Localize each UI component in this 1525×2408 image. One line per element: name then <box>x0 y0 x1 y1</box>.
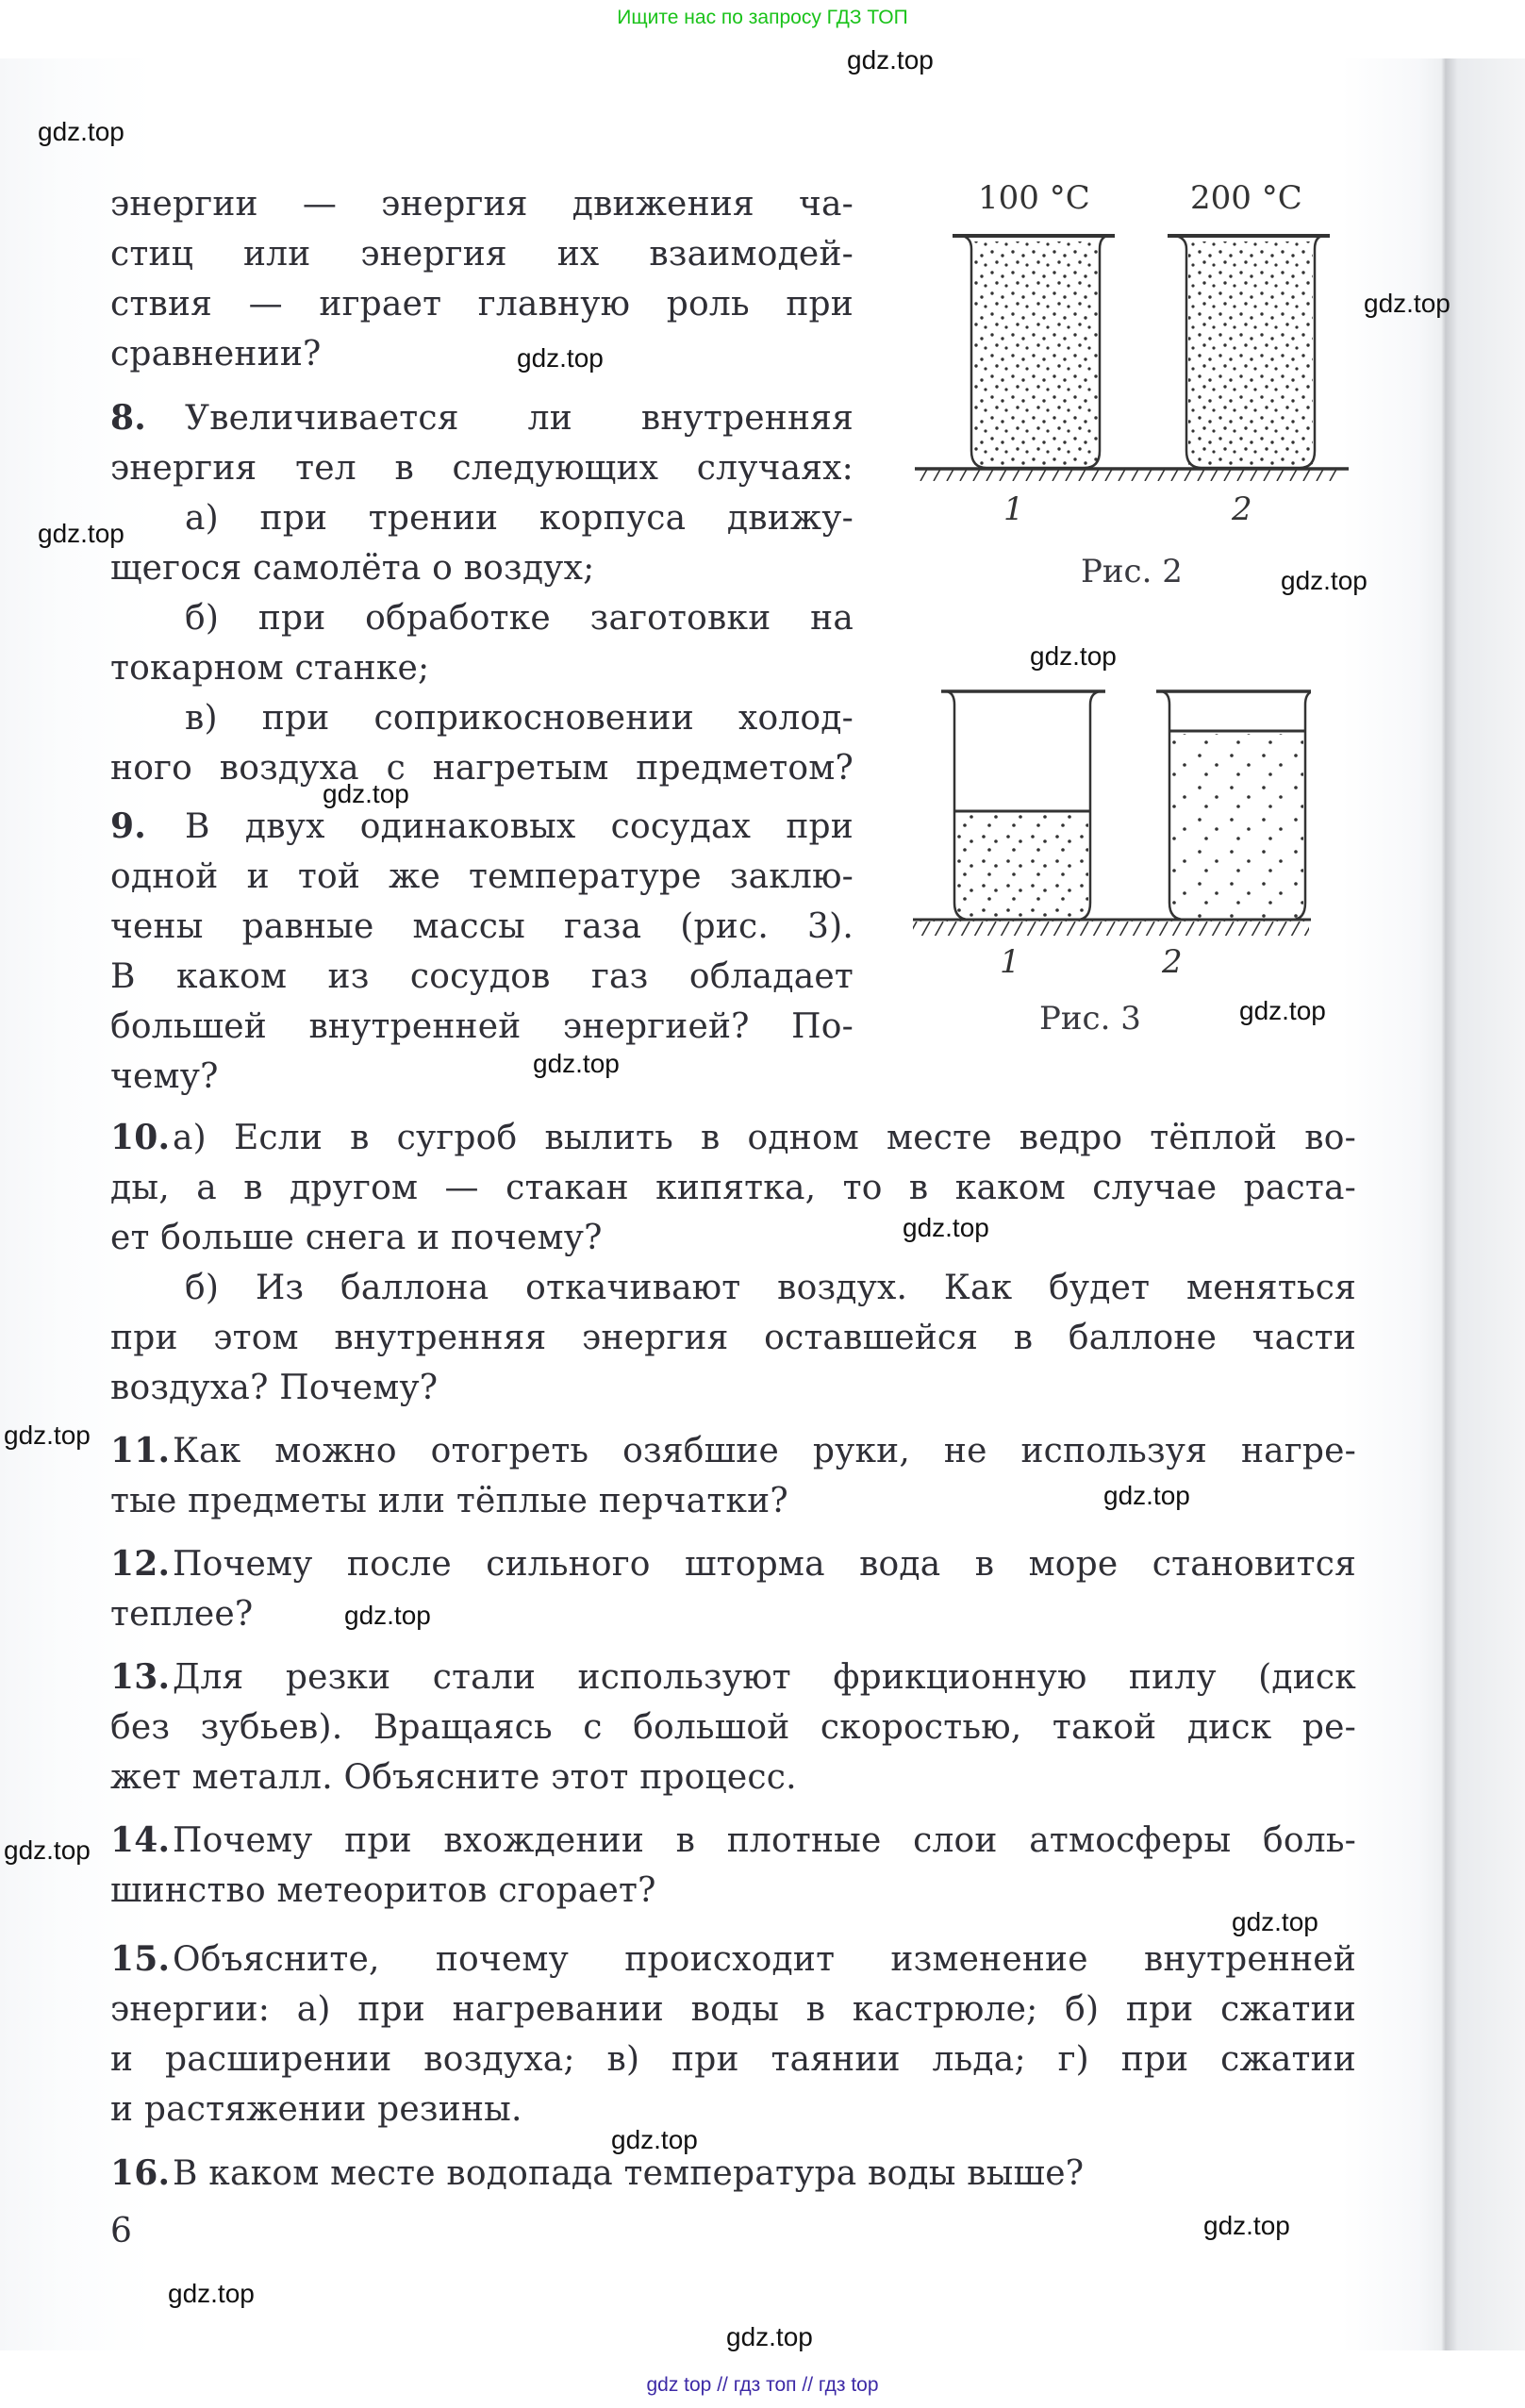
question-number: 13. <box>110 1657 171 1697</box>
text-line: шинство метеоритов сгорает? <box>110 1871 656 1910</box>
watermark: gdz.top <box>1103 1481 1190 1510</box>
text-line: В каком из сосудов газ обладает <box>110 957 854 996</box>
text-line: жет металл. Объясните этот процесс. <box>110 1758 797 1797</box>
text-line: В каком месте водопада температура воды выше? <box>173 2154 1085 2193</box>
text-line: большей внутренней энергией? По- <box>110 1007 854 1046</box>
text-line: ды, а в другом — стакан кипятка, то в каком случае раста- <box>110 1169 1356 1207</box>
watermark: gdz.top <box>323 779 409 808</box>
watermark: gdz.top <box>344 1601 431 1630</box>
text-line: ет больше снега и почему? <box>110 1219 603 1257</box>
text-line: а) Если в сугроб вылить в одном месте ведро тёплой во- <box>173 1119 1356 1157</box>
text-line: и растяжении резины. <box>110 2090 522 2129</box>
vessel-2-label: 2 <box>1232 490 1252 528</box>
text-line: энергия тел в следующих случаях: <box>110 449 854 488</box>
text-line: Для резки стали используют фрикционную пилу (диск <box>173 1658 1356 1697</box>
text-line: в) при соприкосновении холод- <box>185 699 854 738</box>
vessel-1-label: 1 <box>1003 490 1024 528</box>
text-line: чены равные массы газа (рис. 3). <box>110 907 854 946</box>
watermark: gdz.top <box>1232 1907 1318 1936</box>
figure-2-caption: Рис. 2 <box>1081 553 1183 590</box>
question-number: 9. <box>110 806 146 846</box>
question-number: 8. <box>110 398 146 438</box>
text-line: ствия — играет главную роль при <box>110 285 854 324</box>
text-line: Почему после сильного шторма вода в море становится <box>173 1545 1356 1584</box>
text-line: чему? <box>110 1057 219 1096</box>
watermark: gdz.top <box>38 117 124 146</box>
vessels-gas-diagram-icon <box>905 684 1311 938</box>
vessel-1-label: 1 <box>1000 943 1020 981</box>
text-line: Как можно отогреть озябшие руки, не используя нагре- <box>173 1432 1356 1470</box>
question-number: 15. <box>110 1939 171 1979</box>
watermark: gdz.top <box>1281 566 1368 595</box>
top-promo-banner[interactable]: Ищите нас по запросу ГДЗ ТОП <box>617 7 908 28</box>
watermark: gdz.top <box>1364 289 1450 318</box>
figure-3-caption: Рис. 3 <box>1039 1000 1141 1038</box>
watermark: gdz.top <box>726 2322 813 2351</box>
text-line: а) при трении корпуса движу- <box>185 499 854 538</box>
watermark: gdz.top <box>1030 641 1117 671</box>
text-line: ного воздуха с нагретым предметом? <box>110 749 854 788</box>
text-line: при этом внутренняя энергия оставшейся в баллоне части <box>110 1319 1356 1357</box>
text-line: б) при обработке заготовки на <box>185 599 854 638</box>
text-line: сравнении? <box>110 335 322 374</box>
text-line: энергии — энергия движения ча- <box>110 185 854 224</box>
watermark: gdz.top <box>847 45 934 75</box>
watermark: gdz.top <box>168 2279 255 2308</box>
vessel-2-temperature: 200 °C <box>1190 179 1302 217</box>
text-line: воздуха? Почему? <box>110 1369 439 1407</box>
text-line: и расширении воздуха; в) при таянии льда; г) при сжатии <box>110 2040 1356 2079</box>
question-number: 14. <box>110 1820 171 1860</box>
text-line: Почему при вхождении в плотные слои атмосферы боль- <box>173 1821 1356 1860</box>
text-line: теплее? <box>110 1595 254 1634</box>
text-line: щегося самолёта о воздух; <box>110 549 595 588</box>
vessels-diagram-icon <box>905 226 1349 481</box>
vessel-2-label: 2 <box>1162 943 1183 981</box>
watermark: gdz.top <box>533 1049 620 1078</box>
question-number: 11. <box>110 1431 171 1470</box>
text-line: энергии: а) при нагревании воды в кастрюле; б) при сжатии <box>110 1990 1356 2029</box>
text-line: одной и той же температуре заклю- <box>110 857 854 896</box>
watermark: gdz.top <box>38 519 124 548</box>
question-number: 16. <box>110 2153 171 2193</box>
watermark: gdz.top <box>903 1213 989 1242</box>
vessel-1-temperature: 100 °C <box>978 179 1090 217</box>
watermark: gdz.top <box>611 2125 698 2154</box>
text-line: б) Из баллона откачивают воздух. Как будет меняться <box>185 1269 1356 1307</box>
text-line: Объясните, почему происходит изменение внутренней <box>173 1940 1356 1979</box>
question-number: 10. <box>110 1118 171 1157</box>
bottom-promo-banner[interactable]: gdz top // гдз топ // гдз top <box>646 2374 879 2396</box>
text-line: токарном станке; <box>110 649 430 688</box>
watermark: gdz.top <box>1203 2211 1290 2240</box>
watermark: gdz.top <box>4 1835 91 1865</box>
page-number: 6 <box>110 2212 132 2250</box>
text-line: тые предметы или тёплые перчатки? <box>110 1482 788 1520</box>
text-line: без зубьев). Вращаясь с большой скоростью, такой диск ре- <box>110 1708 1356 1747</box>
watermark: gdz.top <box>4 1420 91 1450</box>
watermark: gdz.top <box>1239 996 1326 1025</box>
watermark: gdz.top <box>517 343 604 373</box>
text-line: Увеличивается ли внутренняя <box>185 399 854 438</box>
text-line: В двух одинаковых сосудах при <box>185 807 854 846</box>
question-number: 12. <box>110 1544 171 1584</box>
text-line: стиц или энергия их взаимодей- <box>110 235 854 274</box>
